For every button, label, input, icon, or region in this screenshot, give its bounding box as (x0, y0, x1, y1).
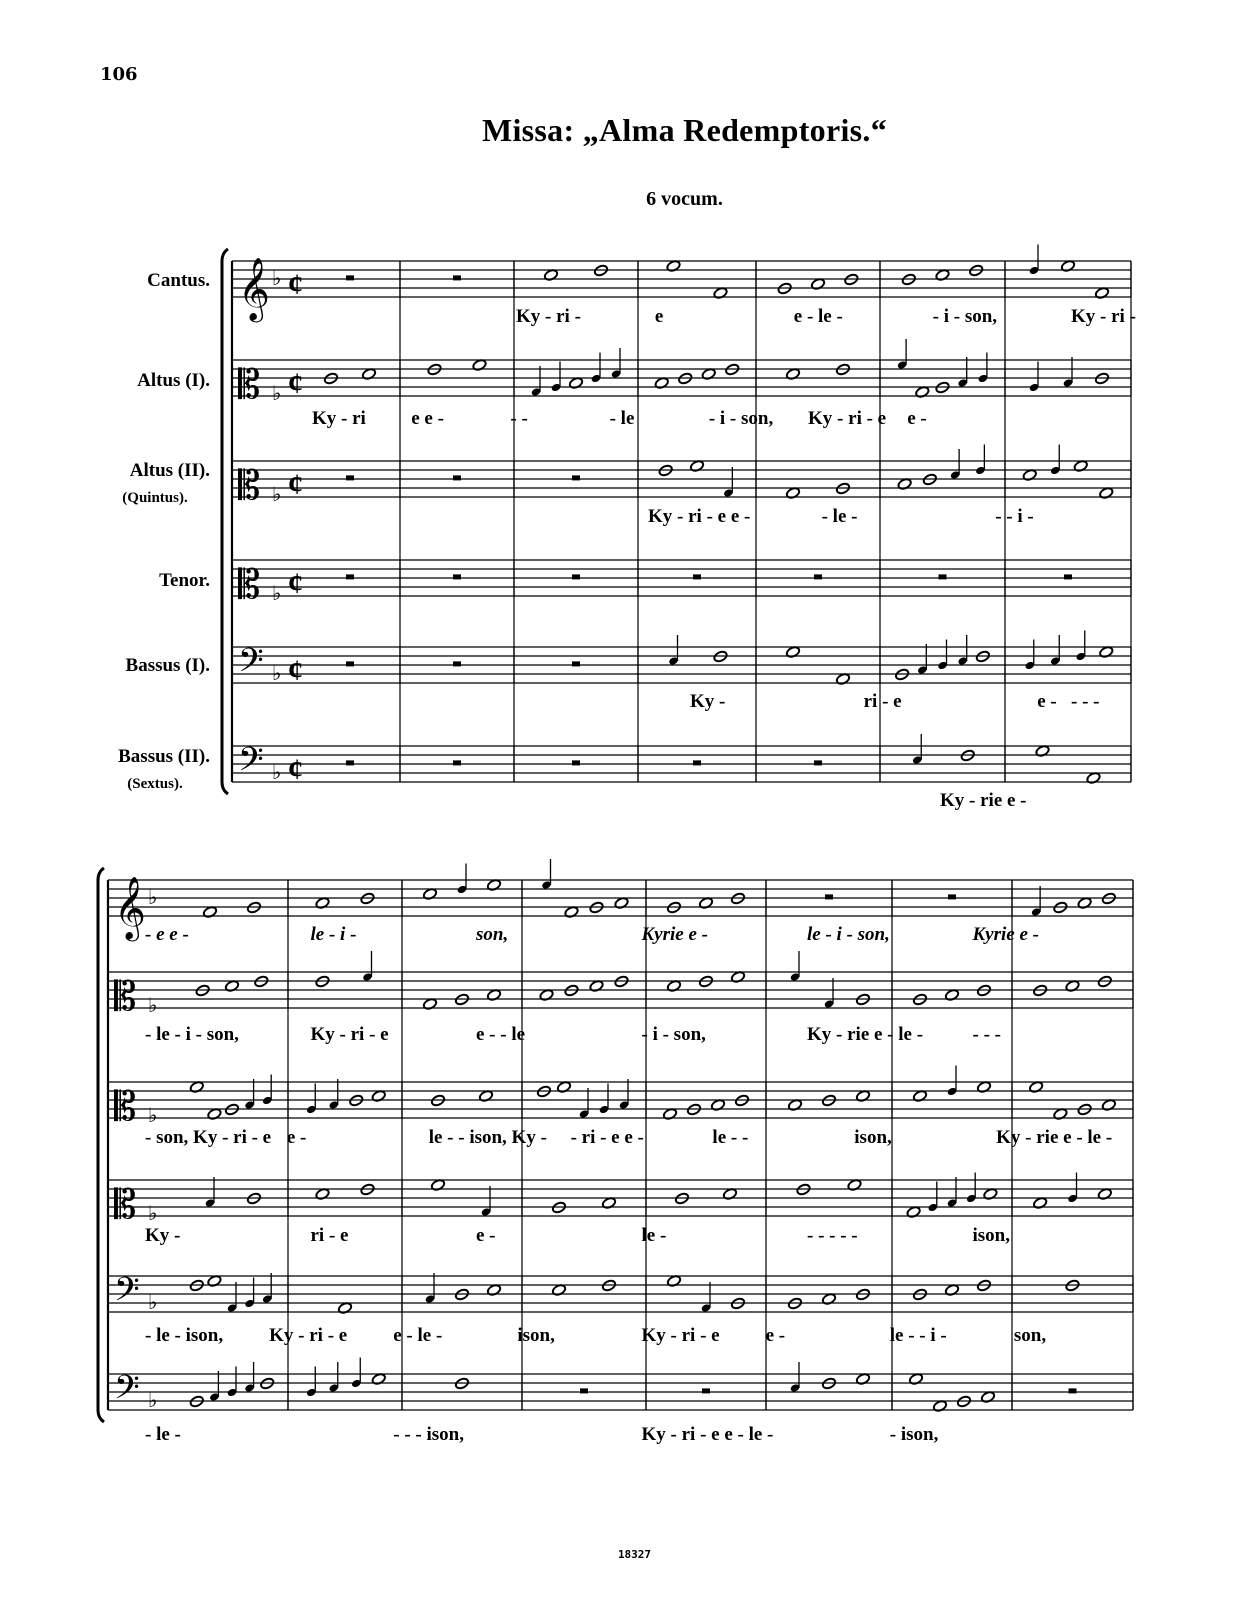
s1-rest (693, 574, 701, 579)
plate-number-text: 18327 (617, 1548, 652, 1561)
s2-lyric-tenor: Ky - (145, 1225, 181, 1246)
s2-bass-clef-4: 𝄢 (114, 1271, 140, 1316)
s1-lyric-bassus1: ri - e (863, 691, 902, 712)
s2-lyric-bassus2: - ison, (889, 1424, 939, 1445)
s2-flat-3: ♭ (148, 1203, 158, 1225)
voice-label-bassus-1: Bassus (I). (125, 655, 210, 676)
s1-lyric-cantus: Ky - ri - (516, 306, 581, 327)
s2-lyric-cantus: le - i - (310, 924, 357, 945)
s2-lyric-bassus1: le - - i - (889, 1325, 947, 1346)
s2-treble-clef-0: 𝄞 (114, 878, 146, 938)
s1-rest (346, 661, 354, 666)
s2-lyric-cantus: - e e - (145, 924, 189, 945)
s1-rest (453, 275, 461, 280)
s2-rest (580, 1388, 588, 1393)
s1-rest (453, 661, 461, 666)
s1-rest (814, 760, 822, 765)
s2-lyric-tenor: - - - - - (807, 1225, 858, 1246)
s2-lyric-altus2: e - (286, 1127, 307, 1148)
s2-lyric-tenor: e - (476, 1225, 496, 1246)
s1-lyric-bassus1: e - (1037, 691, 1057, 712)
s1-bass-clef-5: 𝄢 (238, 741, 264, 786)
plate-number (0, 1548, 1249, 1561)
s1-rest (346, 760, 354, 765)
s1-lyric-altus1: - i - son, (708, 408, 774, 429)
s2-rest (825, 894, 833, 899)
page-number: 106 (100, 64, 138, 85)
s1-rest (453, 574, 461, 579)
s1-lyric-cantus: - i - son, (932, 306, 998, 327)
s1-lyric-altus1: Ky - ri - e (808, 408, 887, 429)
s2-lyric-bassus1: - le - ison, (145, 1325, 224, 1346)
s1-rest (1064, 574, 1072, 579)
s2-lyric-altus1: - - - (972, 1024, 1001, 1045)
s1-time-sig-1: ¢ (288, 367, 303, 400)
s2-flat-4: ♭ (148, 1292, 158, 1314)
s1-lyric-altus1: - - (510, 408, 528, 429)
s2-lyric-bassus2: - le - (145, 1424, 181, 1445)
s1-rest (346, 275, 354, 280)
s1-lyric-altus1: - le (609, 408, 635, 429)
s2-lyric-tenor: le - (641, 1225, 667, 1246)
s1-c-clef-2: 𝄡 (238, 463, 261, 508)
s2-lyric-altus1: Ky - ri - e (310, 1024, 389, 1045)
s2-bass-clef-5: 𝄢 (114, 1369, 140, 1414)
voice-label-tenor: Tenor. (159, 570, 210, 591)
s2-lyric-altus2: le - - (712, 1127, 749, 1148)
s2-c-clef-1: 𝄡 (114, 974, 137, 1019)
subtitle-text: 6 vocum. (646, 188, 723, 210)
s1-flat-3: ♭ (272, 583, 282, 605)
s1-time-sig-5: ¢ (288, 753, 303, 786)
s1-bass-clef-4: 𝄢 (238, 642, 264, 687)
s2-lyric-cantus: Kyrie e - (641, 924, 708, 945)
s2-lyric-altus2: - son, Ky - ri - e (145, 1127, 272, 1148)
s1-flat-1: ♭ (272, 383, 282, 405)
s2-lyric-altus2: ison, (854, 1127, 892, 1148)
s2-c-clef-2: 𝄡 (114, 1084, 137, 1129)
s1-time-sig-4: ¢ (288, 654, 303, 687)
s1-c-clef-3: 𝄡 (238, 562, 261, 607)
s1-rest (572, 475, 580, 480)
s2-lyric-bassus1: ison, (517, 1325, 555, 1346)
s2-lyric-altus1: - i - son, (641, 1024, 706, 1045)
s1-rest (572, 760, 580, 765)
s2-lyric-tenor: ri - e (310, 1225, 349, 1246)
s2-c-clef-3: 𝄡 (114, 1182, 137, 1227)
s1-lyric-bassus2: Ky - rie e - (940, 790, 1027, 811)
voice-label-altus-1: Altus (I). (137, 370, 210, 391)
s1-c-clef-1: 𝄡 (238, 362, 261, 407)
s2-flat-2: ♭ (148, 1105, 158, 1127)
s2-lyric-altus1: e - - le (476, 1024, 526, 1045)
s1-lyric-altus1: e - (907, 408, 927, 429)
voice-sub-altus-2: (Quintus). (122, 490, 188, 506)
voice-label-cantus: Cantus. (147, 270, 210, 291)
s2-flat-0: ♭ (148, 887, 158, 909)
s2-lyric-bassus2: - - - ison, (393, 1424, 464, 1445)
s1-flat-0: ♭ (272, 268, 282, 290)
voice-label-altus-2: Altus (II). (129, 460, 210, 481)
s2-flat-1: ♭ (148, 995, 158, 1017)
s2-rest (702, 1388, 710, 1393)
s2-lyric-cantus: le - i - son, (807, 924, 890, 945)
title-text: Missa: „Alma Redemptoris.“ (481, 112, 888, 148)
s1-lyric-cantus: Ky - ri - (1071, 306, 1136, 327)
s1-lyric-cantus: e - le - (793, 306, 843, 327)
s1-rest (693, 760, 701, 765)
s1-rest (814, 574, 822, 579)
s2-lyric-bassus1: Ky - ri - e (269, 1325, 348, 1346)
s2-lyric-altus2: Ky - rie e - le - (996, 1127, 1113, 1148)
s2-lyric-bassus1: e - le - (393, 1325, 443, 1346)
s1-lyric-altus2: - le - (821, 506, 858, 527)
s1-lyric-altus1: Ky - ri (312, 408, 366, 429)
s1-rest (572, 574, 580, 579)
s1-flat-4: ♭ (272, 663, 282, 685)
s1-rest (346, 475, 354, 480)
s2-lyric-bassus1: e - (765, 1325, 786, 1346)
s2-lyric-altus2: le - - ison, Ky - (428, 1127, 547, 1148)
s1-flat-5: ♭ (272, 762, 282, 784)
s2-rest (948, 894, 956, 899)
s2-lyric-cantus: Kyrie e - (972, 924, 1039, 945)
s1-rest (453, 475, 461, 480)
s1-lyric-altus1: e e - (411, 408, 444, 429)
s2-lyric-tenor: ison, (972, 1225, 1010, 1246)
s1-rest (572, 661, 580, 666)
s1-time-sig-0: ¢ (288, 268, 303, 301)
s2-flat-5: ♭ (148, 1390, 158, 1412)
s1-lyric-cantus: e (654, 306, 664, 327)
s2-lyric-altus2: - ri - e e - (570, 1127, 644, 1148)
s1-rest (939, 574, 947, 579)
s1-treble-clef-0: 𝄞 (238, 259, 270, 319)
voice-label-bassus-2: Bassus (II). (118, 746, 210, 767)
s1-lyric-altus2: - - i - (995, 506, 1034, 527)
s2-lyric-cantus: son, (476, 924, 509, 945)
voice-sub-bassus-2: (Sextus). (127, 776, 183, 792)
s1-lyric-bassus1: Ky - (690, 691, 726, 712)
s1-time-sig-3: ¢ (288, 567, 303, 600)
s1-bracket (222, 249, 228, 794)
s2-lyric-bassus1: Ky - ri - e (641, 1325, 720, 1346)
s1-rest (453, 760, 461, 765)
s2-lyric-altus1: - le - i - son, (145, 1024, 239, 1045)
s1-rest (346, 574, 354, 579)
s2-bracket (98, 868, 104, 1422)
s2-rest (1069, 1388, 1077, 1393)
s1-flat-2: ♭ (272, 484, 282, 506)
s2-lyric-bassus1: son, (1013, 1325, 1047, 1346)
s1-time-sig-2: ¢ (288, 468, 303, 501)
s1-lyric-altus2: Ky - ri - e e - (648, 506, 751, 527)
s1-lyric-bassus1: - - - (1071, 691, 1100, 712)
s2-lyric-altus1: Ky - rie e - le - (807, 1024, 924, 1045)
s2-lyric-bassus2: Ky - ri - e e - le - (641, 1424, 774, 1445)
